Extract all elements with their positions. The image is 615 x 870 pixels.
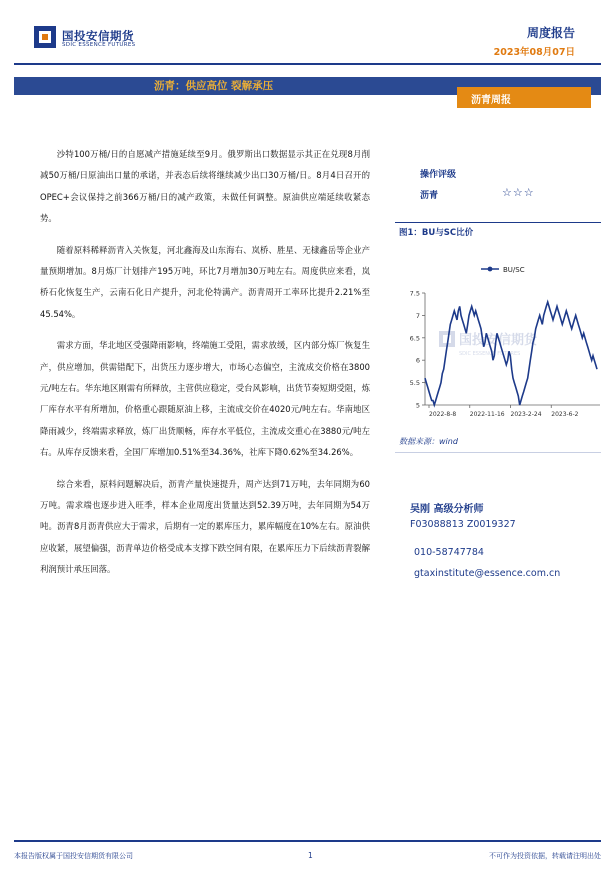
figure-bottom-rule — [395, 452, 601, 453]
x-tick-label: 2023-2-24 — [510, 411, 542, 418]
watermark-cn: 国投安信期货 — [459, 333, 538, 348]
paragraph-production: 随着原料稀释沥青入关恢复，河北鑫海及山东海右、岚桥、胜星、无棣鑫岳等企业产量预期增加。8月炼厂计划排产195万吨，环比7月增加30万吨左右。周度供应来看，岚桥石化恢复生产，云南石化日产提升，河北伦特满产。沥青周开工率环比提升2.21%至45.54%。 — [40, 244, 370, 319]
legend-label-bu-sc: BU/SC — [503, 266, 525, 274]
watermark-en: SDIC ESSENCE FUTURES — [459, 351, 521, 357]
y-tick-label: 7 — [415, 311, 420, 320]
y-tick-label: 6.5 — [409, 334, 420, 343]
company-logo — [34, 26, 174, 56]
y-tick-label: 5.5 — [409, 379, 420, 388]
rating-stars-icon: ☆☆☆ — [502, 186, 535, 199]
header-divider — [14, 63, 601, 65]
body-text — [40, 144, 370, 591]
paragraph-summary: 综合来看，原料问题解决后，沥青产量快速提升，周产达到71万吨，去年同期为60万吨。需求端也逐步进入旺季，样本企业周度出货量达到52.39万吨，去年同期为54万吨。沥青8月沥青供应大于需求，后期有一定的累库压力，累库幅度在10%左右。原油供应收紧，展望偏强，沥青单边价格受成本支撑下跌空间有限，在累库压力下后续沥青裂解利润预计承压回落。 — [40, 478, 370, 574]
logo-en-text: SDIC ESSENCE FUTURES — [62, 42, 136, 48]
footer-divider — [14, 840, 601, 842]
bu-sc-ratio-chart — [395, 245, 605, 430]
chart-axes — [425, 293, 600, 405]
logo-cn-text: 国投安信期货 — [62, 29, 134, 43]
figure-source: 数据来源：wind — [399, 437, 458, 446]
category-tab-label: 沥青周报 — [471, 95, 511, 106]
figure-title: 图1：BU与SC比价 — [399, 228, 474, 238]
report-type: 周度报告 — [526, 26, 575, 40]
chart-watermark — [439, 331, 538, 357]
y-tick-label: 7.5 — [409, 289, 420, 298]
logo-mark-icon — [34, 26, 56, 48]
report-date: 2023年08月07日 — [493, 47, 575, 58]
footer-copyright: 本报告版权属于国投安信期货有限公司 — [14, 852, 133, 860]
y-tick-label: 6 — [415, 356, 420, 365]
page-number: 1 — [308, 851, 313, 860]
y-tick-label: 5 — [415, 401, 420, 410]
analyst-phone: 010-58747784 — [414, 547, 484, 558]
legend-marker-icon — [488, 267, 493, 272]
analyst-cert: F03088813 Z0019327 — [410, 519, 516, 530]
rating-heading: 操作评级 — [420, 170, 457, 180]
category-tab — [457, 87, 591, 108]
paragraph-demand: 需求方面，华北地区受强降雨影响，终端施工受阻，需求放缓，区内部分炼厂恢复生产，供应增加，供需错配下，出货压力逐步增大，市场心态偏空，主流成交价格在3800元/吨左右。华东地区刚需有所释放，主营供应稳定，受台风影响，出货节奏短期受阻，炼厂库存水平有所增加，价格重心跟随原油上移，主流成交价在4020元/吨左右。华南地区降雨减少，终端需求释放，炼厂出货顺畅，库存水平低位，主流成交重心在3880元/吨左右。从库存反馈来看，全国厂库增加0.51%至34.36%，社库下降0.62%至34.26%。 — [40, 340, 370, 457]
rating-product: 沥青 — [420, 191, 439, 201]
paragraph-supply-crude: 沙特100万桶/日的自愿减产措施延续至9月。俄罗斯出口数据显示其正在兑现8月削减50万桶/日原油出口量的承诺，并表态后续将继续减少出口30万桶/日。8月4日召开的OPEC+会议保持之前366万桶/日的减产政策，未做任何调整。原油供应端延续收紧态势。 — [40, 149, 370, 223]
analyst-email[interactable]: gtaxinstitute@essence.com.cn — [414, 568, 561, 579]
x-tick-label: 2023-6-2 — [551, 411, 579, 418]
footer-disclaimer: 不可作为投资依据，转载请注明出处 — [489, 852, 601, 860]
x-tick-label: 2022-8-8 — [429, 411, 457, 418]
figure-top-rule — [395, 222, 601, 223]
report-title: 沥青：供应高位 裂解承压 — [154, 80, 274, 92]
chart-legend — [481, 266, 525, 274]
x-tick-label: 2022-11-16 — [469, 411, 505, 418]
analyst-name: 吴刚 高级分析师 — [410, 504, 484, 515]
